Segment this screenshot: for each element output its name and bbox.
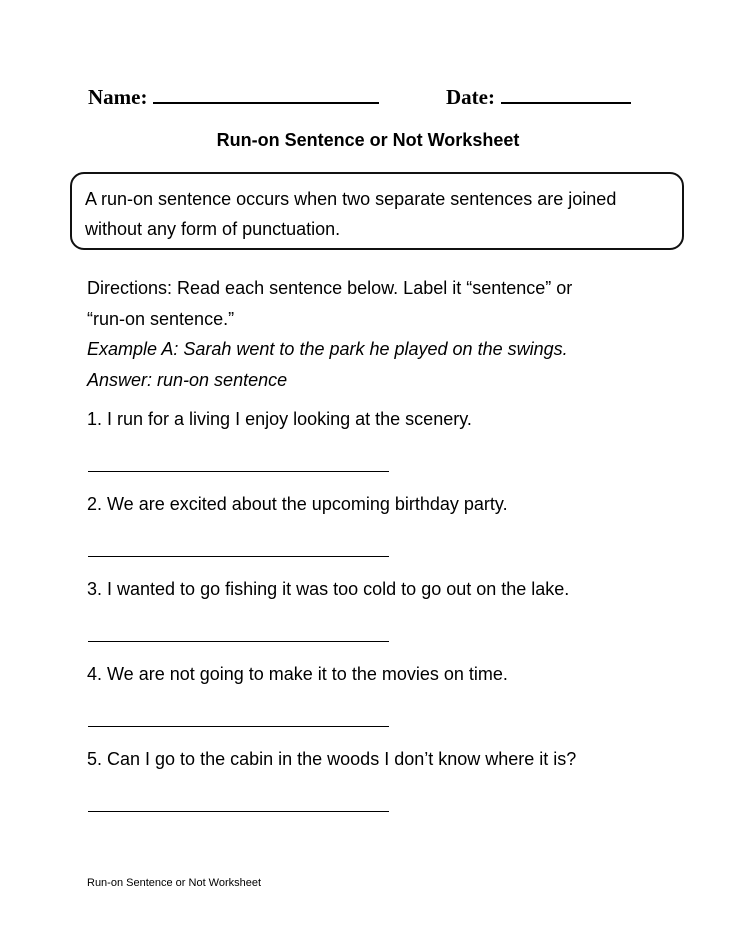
name-blank[interactable] (153, 98, 379, 104)
definition-line-2: without any form of punctuation. (85, 219, 341, 239)
question-5: 5. Can I go to the cabin in the woods I don’t know where it is? (87, 749, 577, 769)
answer-line-5[interactable] (88, 811, 389, 812)
example-sentence: Example A: Sarah went to the park he played on the swings. (87, 339, 568, 359)
definition-box (70, 172, 684, 250)
answer-line-1[interactable] (88, 471, 389, 472)
answer-line-2[interactable] (88, 556, 389, 557)
date-blank[interactable] (501, 98, 631, 104)
answer-line-4[interactable] (88, 726, 389, 727)
answer-line-3[interactable] (88, 641, 389, 642)
question-4: 4. We are not going to make it to the movies on time. (87, 664, 508, 684)
name-field (88, 85, 379, 110)
question-2: 2. We are excited about the upcoming birthday party. (87, 494, 508, 514)
definition-line-1: A run-on sentence occurs when two separate sentences are joined (85, 189, 617, 209)
directions-line-2: “run-on sentence.” (87, 308, 235, 329)
footer-text: Run-on Sentence or Not Worksheet (87, 877, 262, 889)
date-field (446, 85, 631, 110)
directions-block (87, 273, 687, 395)
directions-line-1: Directions: Read each sentence below. Label it “sentence” or (87, 278, 573, 298)
example-answer: Answer: run-on sentence (87, 369, 288, 390)
worksheet-title: Run-on Sentence or Not Worksheet (216, 130, 520, 150)
question-1: 1. I run for a living I enjoy looking at the scenery. (87, 409, 472, 429)
date-label: Date: (446, 85, 495, 109)
question-3: 3. I wanted to go fishing it was too cold to go out on the lake. (87, 579, 570, 599)
name-label: Name: (88, 85, 148, 109)
